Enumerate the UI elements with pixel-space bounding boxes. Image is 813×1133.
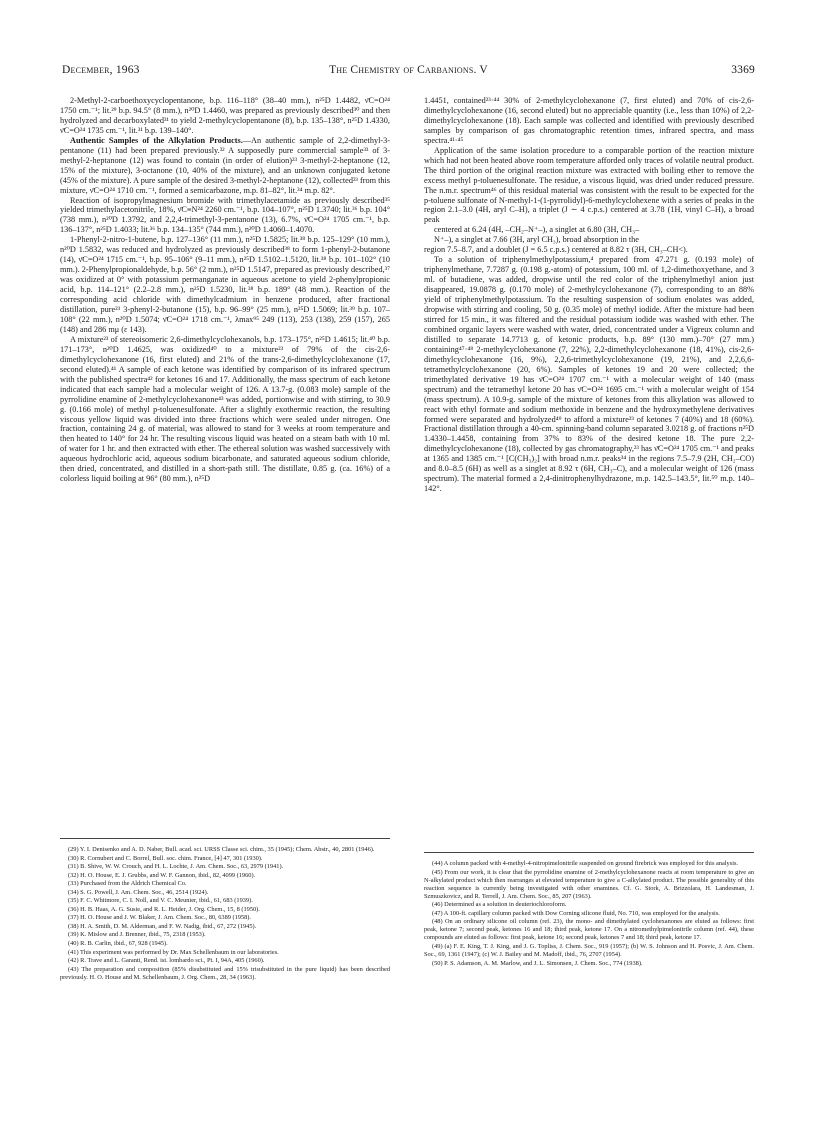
paragraph: To a solution of triphenylmethylpotassium,⁴ prepared from 47.271 g. (0.193 mole) of triphenylmethane, 7.7287 g. (0.198 g.-atom) of potassium, 100 ml. of 1,2-dimethoxyethane, and 3 ml. of butadiene, was added, dropwise until the red color of the triphenylmethyl anion just disappeared, 19.0878 g. (0.170 mole) of 2-methylcyclohexanone (7), corresponding to an 88% yield of triphenylmethylpotassium. To the resulting suspension of sodium enolates was added, dropwise with stirring and cooling, 50 g. (0.35 mole) of methyl iodide. After the mixture had been stirred for 15 min., it was filtered and the residual potassium iodide was washed with ether. The combined organic layers were washed with water, dried, concentrated under a Vigreux column and distilled to separate 14.7713 g. of ketonic products, b.p. 89° (130 mm.)–70° (27 mm.) containing⁴⁷·⁴⁸ 2-methylcyclohexanone (7, 22%), 2,2-dimethylcyclohexanone (18, 41%), cis-2,6-dimethylcyclohexanone (16, 9%), 2,2,6-trimethylcyclohexanone (19, 21%), and 2,2,6,6-tetramethylcyclohexanone (20, 6%). Samples of ketones 19 and 20 were collected; the trimethylated derivative 19 has ν̄C=O²⁴ 1707 cm.⁻¹ with a molecular weight of 140 (mass spectrum) and the tetramethyl ketone 20 has ν̄C=O²⁴ 1695 cm.⁻¹ with a molecular weight of 154 (mass spectrum). A 10.9-g. sample of the mixture of ketones from this alkylation was allowed to react with ethyl formate and sodium methoxide in benzene and the hydroxymethylene derivatives formed were separated and hydrolyzed⁴⁹ to afford a mixture²³ of ketones 7 (40%) and 18 (60%). Fractional distillation through a 40-cm. spinning-band column separated 3.0218 g. of fractions n²⁵D 1.4330–1.4458, containing from 37% to 83% of the desired ketone 18. The pure 2,2-dimethylcyclohexanone (18), collected by gas chromatography,²³ has ν̄C=O²⁴ 1705 cm.⁻¹ and peaks at 1365 and 1385 cm.⁻¹ [C(CH₃)₂] with broad n.m.r. peaks³⁴ in the regions 7.5–7.9 (2H, CH₂–CO) and 8.0–8.5 (6H) as well as a singlet at 8.92 τ (6H, CH₃–C), and a molecular weight of 126 (mass spectrum). The material formed a 2,4-dinitrophenylhydrazone, m.p. 142.5–143.5°, lit.⁵⁰ m.p. 140–142°. [424,255,754,494]
left-column [60,96,390,484]
running-header [62,64,755,80]
nmr-line: N⁺–), a singlet at 7.66 (3H, aryl CH₃), broad absorption in the [434,235,639,245]
paragraph: 1-Phenyl-2-nitro-1-butene, b.p. 127–136° (11 mm.), n²⁵D 1.5825; lit.³⁸ b.p. 125–129° (10 mm.), n²⁰D 1.5832, was reduced and hydrolyzed as previously described³⁸ to form 1-phenyl-2-butanone (14), ν̄C=O²⁴ 1715 cm.⁻¹, b.p. 95–106° (9–11 mm.), n²⁵D 1.5102–1.5120, lit.³⁸ b.p. 101–102° (10 mm.). 2-Phenylpropionaldehyde, b.p. 56° (2 mm.), n²⁵D 1.5147, prepared as previously described,³⁷ was oxidized at 0° with potassium permanganate in aqueous acetone to yield 2-phenylpropionic acid, b.p. 114–121° (2.2–2.8 mm.), n²⁵D 1.5230, lit.³⁸ b.p. 189° (48 mm.). Reaction of the corresponding acid chloride with dimethylcadmium in benzene produced, after fractional distillation, pure²³ 3-phenyl-2-butanone (15), b.p. 96–99° (25 mm.), n²⁵D 1.5069; lit.³⁹ b.p. 107–108° (22 mm.), n²⁰D 1.5074; ν̄C=O²⁴ 1718 cm.⁻¹, λmax⁹⁵ 249 (113), 253 (138), 259 (157), 265 (148) and 286 mμ (ε 143). [60,235,390,334]
paragraph [60,136,390,196]
footnote: (38) H. A. Smith, D. M. Alderman, and F. W. Nadig, ibid., 67, 272 (1945). [68,922,257,930]
paragraph: A mixture²³ of stereoisomeric 2,6-dimethylcyclohexanols, b.p. 173–175°, n²⁵D 1.4615; lit.⁴⁰ b.p. 171–173°, n²⁰D 1.4625, was oxidized⁴⁰ to a mixture²³ of 79% of the cis-2,6-dimethylcyclohexanone (16, first eluted) and 21% of the trans-2,6-dimethylcyclohexanone (17, second eluted).⁴¹ A sample of each ketone was identified by comparison of its infrared spectrum with the published spectra⁴² for ketones 16 and 17. Additionally, the mass spectrum of each ketone indicated that each sample had a molecular weight of 126. A 13.7-g. (0.083 mole) sample of the pyrrolidine enamine of 2-methylcyclohexanone⁴³ was added, portionwise and with stirring, to 30.9 g. (0.166 mole) of methyl p-toluenesulfonate. After a slightly exothermic reaction, the resulting viscous yellow liquid was divided into three fractions which were sealed under nitrogen. One fraction, containing 24 g. of material, was allowed to stand for 3 weeks at room temperature and then heated to 140° for 24 hr. The resulting viscous liquid was heated on a steam bath with 10 ml. of water for 1 hr. and then extracted with ether. The ethereal solution was washed successively with aqueous hydrochloric acid, aqueous sodium bicarbonate, and saturated aqueous sodium chloride, then dried, concentrated, and distilled in a short-path still. The distillate, 0.85 g. (ca. 16%) of a colorless liquid boiling at 96° (80 mm.), n²⁵D [60,334,390,484]
footnote: (35) F. C. Whitmore, C. I. Noll, and V. C. Meunier, ibid., 61, 683 (1939). [68,897,253,905]
footnote: (31) B. Shive, W. W. Crouch, and H. L. Lochte, J. Am. Chem. Soc., 63, 2979 (1941). [68,863,284,871]
footnote: (30) R. Cornubert and C. Borrel, Bull. soc. chim. France, [4] 47, 301 (1930). [68,854,263,862]
paragraph-text: —An authentic sample of 2,2-dimethyl-3-pentanone (11) had been prepared previously.³² A supposedly pure commercial sample³³ of 3-methyl-2-heptanone (12) was found to contain (in order of elution)²³ 3-methyl-2-heptanone (12, 15% of the mixture), 3-octanone (10, 40% of the mixture), and an unknown conjugated ketone (45% of the mixture). A pure sample of the desired 3-methyl-2-heptanone (12), collected²³ from this mixture, ν̄C=O²⁴ 1710 cm.⁻¹, formed a semicarbazone, m.p. 81–82°, lit.³⁴ m.p. 82°. [60,135,390,195]
footnote: (34) S. G. Powell, J. Am. Chem. Soc., 46, 2514 (1924). [68,888,209,896]
footnote: (36) H. B. Haas, A. G. Susie, and R. L. Heider, J. Org. Chem., 15, 8 (1950). [68,905,260,913]
footnote: (33) Purchased from the Aldrich Chemical Co. [68,880,187,888]
header-title: The Chemistry of Carbanions. V [329,64,488,76]
footnote: (49) (a) F. E. King, T. J. King, and J. G. Topliss, J. Chem. Soc., 919 (1957); (b) W. S. Johnson and H. Posvic, J. Am. Chem. Soc., 69, 1361 (1947); (c) W. J. Bailey and M. Madoff, ibid., 76, 2707 (1954). [424,942,754,959]
footnote: (44) A column packed with 4-methyl-4-nitropimelonitrile suspended on ground firebrick was employed for this analysis. [432,860,739,867]
page-number: 3369 [731,64,755,76]
paragraph: Application of the same isolation procedure to a comparable portion of the reaction mixture which had not been heated above room temperature afforded only traces of volatile neutral product. The third portion of the original reaction mixture was extracted with boiling ether to remove the excess methyl p-toluenesulfonate. The residue, a viscous liquid, was dried under reduced pressure. The n.m.r. spectrum⁴⁶ of this residual material was consistent with the result to be expected for the p-toluene sulfonate of N-methyl-1-(1-pyrrolidyl)-6-methylcyclohexene with a series of peaks in the region 2.1–3.0 (4H, aryl C–H), a triplet (J ∼ 4 c.p.s.) centered at 3.78 (1H, vinyl C–H), a broad peak [424,145,754,225]
footnote: (41) This experiment was performed by Dr. Max Schellenbaum in our laboratories. [68,948,279,956]
nmr-line: centered at 6.24 (4H, –CH₂–N⁺–), a singlet at 6.80 (3H, CH₃– [434,225,640,235]
paragraph: 1.4451, contained²³·⁴⁴ 30% of 2-methylcyclohexanone (7, first eluted) and 70% of cis-2,6-dimethylcyclohexanone (16, second eluted) but no appreciable quantity (i.e., less than 10%) of 2,2-dimethylcyclohexanone (18). Each sample was collected and identified with previously described samples by comparison of gas chromatographic retention times, infrared spectra, and mass spectra.⁴¹·⁴⁵ [424,96,754,145]
footnote: (46) Determined as a solution in deuteriochloroform. [432,901,567,909]
footnote: (32) H. O. House, E. J. Grubbs, and W. F. Gannon, ibid., 82, 4099 (1960). [68,871,256,879]
footnote-divider [424,852,754,853]
footnotes-right [424,860,754,968]
footnote: (47) A 100-ft. capillary column packed with Dow Corning silicone fluid, No. 710, was employed for the analysis. [432,909,720,917]
footnotes-left [60,846,390,982]
footnote: (29) Y. I. Denisenko and A. D. Naber, Bull. acad. sci. URSS Classe sci. chim., 35 (1945); Chem. Abstr., 40, 2801 (1946). [68,846,375,853]
paragraph: Reaction of isopropylmagnesium bromide with trimethylacetamide as previously described³⁵ yielded trimethylacetonitrile, 18%, ν̄C≡N²⁴ 2260 cm.⁻¹, b.p. 104–107°, n²⁵D 1.3740; lit.³⁶ b.p. 104° (738 mm.), n²⁰D 1.3792, and 2,2,4-trimethyl-3-pentanone (13), 6.7%, ν̄C=O²⁴ 1705 cm.⁻¹, b.p. 136–137°, n²⁵D 1.4033; lit.³⁶ b.p. 134–135° (744 mm.), n²⁰D 1.4060–1.4070. [60,195,390,235]
paragraph: 2-Methyl-2-carboethoxycyclopentanone, b.p. 116–118° (38–40 mm.), n²⁵D 1.4482, ν̄C=O²⁴ 1750 cm.⁻¹; lit.²⁹ b.p. 94.5° (8 mm.), n²⁰D 1.4460, was prepared as previously described³⁰ and then hydrolyzed and decarboxylated³¹ to yield 2-methylcyclopentanone (8), b.p. 135–138°, n²⁵D 1.4330, ν̄C=O²⁴ 1735 cm.⁻¹, lit.³¹ b.p. 139–140°. [60,96,390,135]
footnote: (50) P. S. Adamson, A. M. Marlow, and J. L. Simonsen, J. Chem. Soc., 774 (1938). [432,959,643,967]
right-column [424,96,754,494]
footnote-divider [60,838,390,839]
footnote: (45) From our work, it is clear that the pyrrolidine enamine of 2-methylcyclohexanone reacts at room temperature to give an N-alkylated product which then rearranges at elevated temperature to give a C-alkylated product. The possible generality of this reaction sequence is currently being investigated with other enamines. Cf. G. Stork, A. Brizzolara, H. Landesman, J. Szmuszkovicz, and R. Terrell, J. Am. Chem. Soc., 85, 207 (1963). [424,868,754,900]
footnote: (39) K. Mislow and J. Brenner, ibid., 75, 2318 (1953). [68,931,206,939]
section-runin-heading: Authentic Samples of the Alkylation Products. [70,135,243,145]
footnote: (37) H. O. House and J. W. Blaker, J. Am. Chem. Soc., 80, 6389 (1958). [68,914,251,922]
paragraph: region 7.5–8.7, and a doublet (J = 6.5 c.p.s.) centered at 8.82 τ (3H, CH₃–CH<). [424,245,688,255]
footnote: (40) R. B. Carlin, ibid., 67, 928 (1945). [68,940,168,948]
footnote: (48) On an ordinary silicone oil column (ref. 23), the mono- and dimethylated cyclohexanones are eluted as follows: first peak, ketone 7; second peak, ketones 16 and 18; third peak, ketone 17. On a nitromethylpimelonitrile column (ref. 44), these compounds are eluted as follows: first peak, ketone 16; second peak, ketones 7 and 18; third peak, ketone 17. [424,918,754,942]
footnote: (43) The preparation and composition (85% disubstituted and 15% trisubstituted in the pure liquid) has been described previously. H. O. House and M. Schellenbaum, J. Org. Chem., 28, 34 (1963). [60,965,390,981]
footnote: (42) R. Trave and L. Garanti, Rend. ist. lombardo sci., Pt. I, 94A, 405 (1960). [68,957,265,965]
header-date: December, 1963 [62,64,140,76]
